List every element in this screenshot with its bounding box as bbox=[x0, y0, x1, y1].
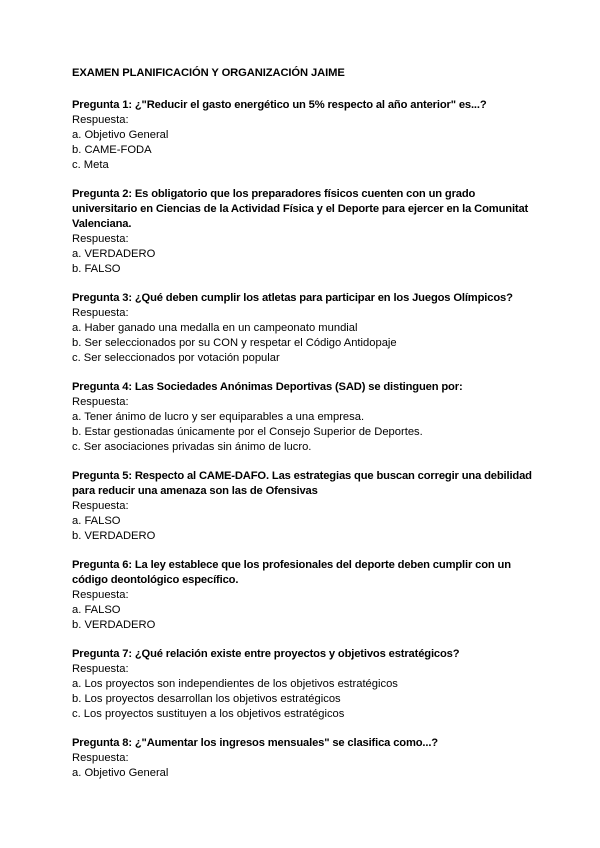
question-text: Pregunta 4: Las Sociedades Anónimas Deportivas (SAD) se distinguen por: bbox=[72, 381, 463, 393]
answer-option: a. Los proyectos son independientes de los objetivos estratégicos bbox=[72, 678, 398, 690]
answer-option: a. VERDADERO bbox=[72, 248, 156, 260]
question-text: Pregunta 5: Respecto al CAME-DAFO. Las estrategias que buscan corregir una debilidad para reducir una amenaza son las de Ofensivas bbox=[72, 470, 532, 497]
question-4 bbox=[72, 380, 542, 455]
question-2 bbox=[72, 187, 542, 277]
question-3 bbox=[72, 291, 542, 366]
question-1 bbox=[72, 98, 542, 173]
answer-option: a. FALSO bbox=[72, 515, 121, 527]
answer-option: a. Objetivo General bbox=[72, 767, 169, 779]
answer-option: b. FALSO bbox=[72, 263, 121, 275]
question-text: Pregunta 2: Es obligatorio que los preparadores físicos cuenten con un grado universitario en Ciencias de la Actividad Física y el Deporte para ejercer en la Comunitat Valenciana. bbox=[72, 188, 529, 230]
answer-option: a. Tener ánimo de lucro y ser equiparables a una empresa. bbox=[72, 411, 365, 423]
answer-label: Respuesta: bbox=[72, 114, 129, 126]
question-text: Pregunta 3: ¿Qué deben cumplir los atletas para participar en los Juegos Olímpicos? bbox=[72, 292, 513, 304]
answer-option: c. Meta bbox=[72, 159, 109, 171]
answer-label: Respuesta: bbox=[72, 589, 129, 601]
answer-label: Respuesta: bbox=[72, 233, 129, 245]
question-text: Pregunta 1: ¿"Reducir el gasto energético un 5% respecto al año anterior" es...? bbox=[72, 99, 487, 111]
document-title: EXAMEN PLANIFICACIÓN Y ORGANIZACIÓN JAIME bbox=[72, 67, 345, 79]
answer-option: b. CAME-FODA bbox=[72, 144, 152, 156]
document-page bbox=[72, 66, 542, 795]
answer-label: Respuesta: bbox=[72, 663, 129, 675]
answer-option: a. FALSO bbox=[72, 604, 121, 616]
answer-option: c. Los proyectos sustituyen a los objetivos estratégicos bbox=[72, 708, 345, 720]
answer-label: Respuesta: bbox=[72, 752, 129, 764]
answer-option: c. Ser asociaciones privadas sin ánimo de lucro. bbox=[72, 441, 312, 453]
answer-option: b. VERDADERO bbox=[72, 619, 156, 631]
answer-option: b. Los proyectos desarrollan los objetivos estratégicos bbox=[72, 693, 341, 705]
answer-label: Respuesta: bbox=[72, 307, 129, 319]
question-text: Pregunta 6: La ley establece que los profesionales del deporte deben cumplir con un código deontológico específico. bbox=[72, 559, 511, 586]
answer-option: a. Objetivo General bbox=[72, 129, 169, 141]
answer-label: Respuesta: bbox=[72, 396, 129, 408]
question-text: Pregunta 8: ¿"Aumentar los ingresos mensuales" se clasifica como...? bbox=[72, 737, 438, 749]
answer-option: b. Estar gestionadas únicamente por el Consejo Superior de Deportes. bbox=[72, 426, 423, 438]
question-text: Pregunta 7: ¿Qué relación existe entre proyectos y objetivos estratégicos? bbox=[72, 648, 460, 660]
answer-option: a. Haber ganado una medalla en un campeonato mundial bbox=[72, 322, 358, 334]
question-7 bbox=[72, 647, 542, 722]
answer-label: Respuesta: bbox=[72, 500, 129, 512]
answer-option: b. Ser seleccionados por su CON y respetar el Código Antidopaje bbox=[72, 337, 397, 349]
question-6 bbox=[72, 558, 542, 633]
question-8 bbox=[72, 736, 542, 781]
answer-option: c. Ser seleccionados por votación popular bbox=[72, 352, 280, 364]
answer-option: b. VERDADERO bbox=[72, 530, 156, 542]
question-5 bbox=[72, 469, 542, 544]
